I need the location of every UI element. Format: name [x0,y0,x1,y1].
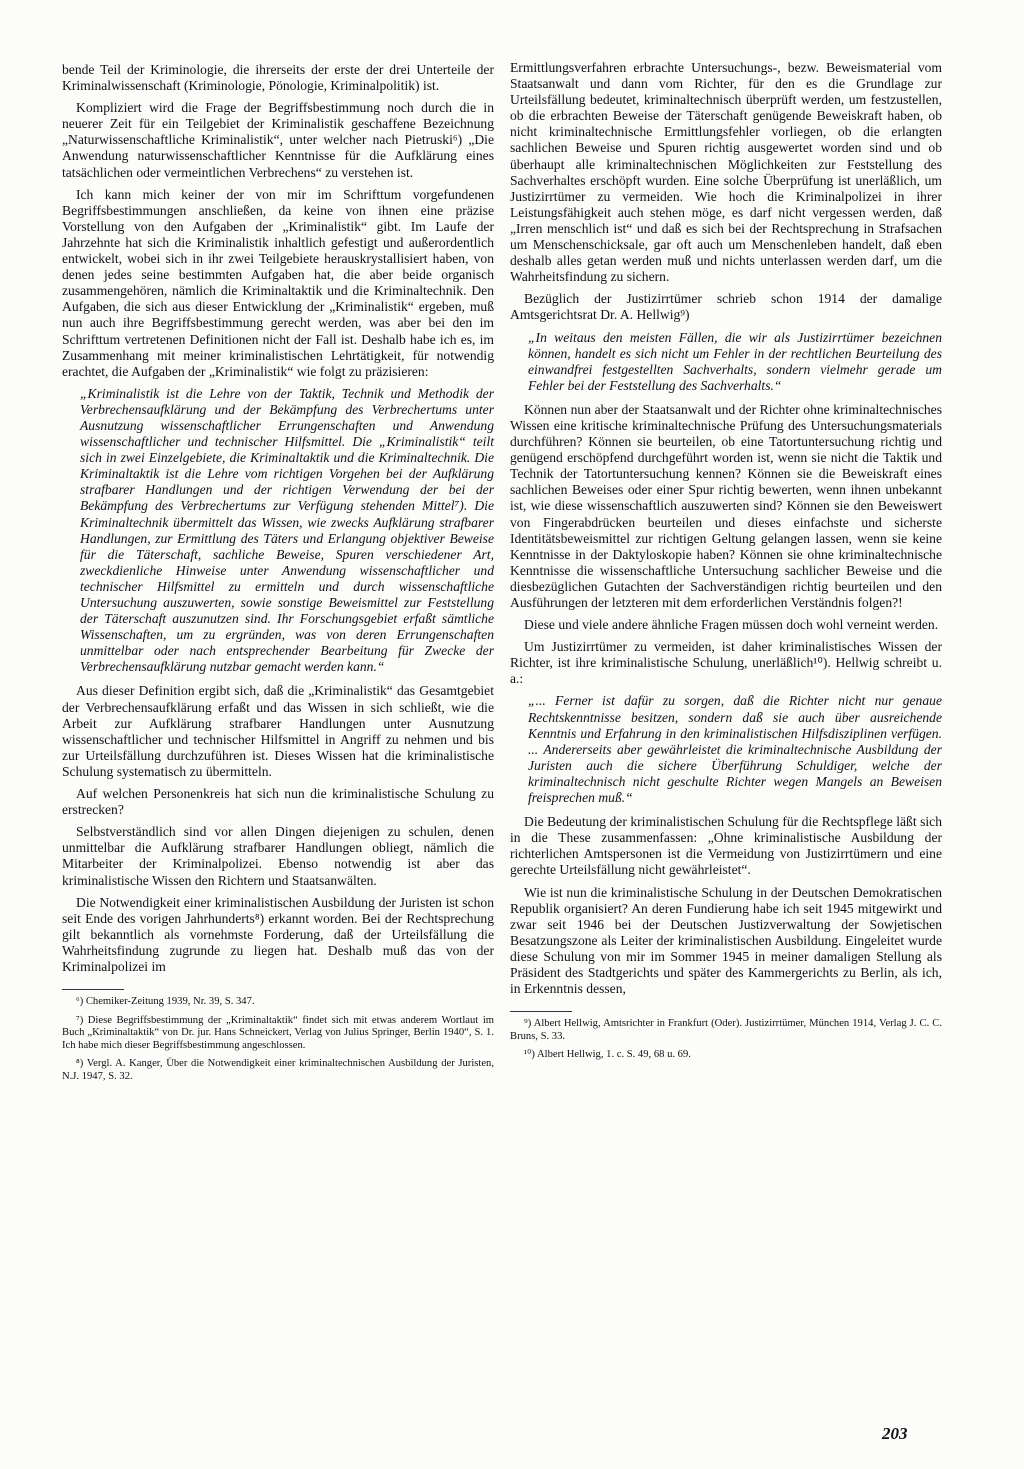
paragraph: Diese und viele andere ähnliche Fragen müssen doch wohl verneint werden. [524,617,939,633]
page-number: 203 [882,1424,908,1443]
paragraph: Bezüglich der Justizirrtümer schrieb schon 1914 der damalige Amtsgerichtsrat Dr. A. Hellwig⁹) [510,291,942,323]
paragraph: Die Bedeutung der kriminalistischen Schulung für die Rechtspflege läßt sich in die These zusammenfassen: „Ohne kriminalistische Ausbildung der richterlichen Amtspersonen ist die Vermeidung von Justizirrtümern und eine gerechte Urteilsfällung nicht gewährleistet“. [510,814,942,878]
right-column [510,60,942,1068]
left-column [62,62,494,1090]
footnote-9: ⁹) Albert Hellwig, Amtsrichter in Frankfurt (Oder). Justizirrtümer, München 1914, Verlag J. C. C. Bruns, S. 33. [510,1018,942,1042]
paragraph: Können nun aber der Staatsanwalt und der Richter ohne kriminaltechnisches Wissen eine kritische kriminaltechnische Prüfung des Untersuchungsmaterials durchführen? Können sie beurteilen, ob eine Tatortuntersuchung richtig und genügend erschöpfend durchgeführt worden ist, wenn sie nicht die Taktik und Technik der Tatortuntersuchung kennen? Können sie die Beweiskraft eines sachlichen Beweises oder einer Spur richtig bewerten, wenn ihnen unbekannt ist, wie diese wissenschaftlich auszuwerten sind? Können sie den Beweiswert von Fingerabdrücken beurteilen und dieses einfachste und sicherste Identitätsbeweismittel zur richtigen Geltung gelangen lassen, wenn sie keine Kenntnisse in der Daktyloskopie haben? Können sie ohne kriminaltechnische Kenntnisse die wissenschaftliche Untersuchung sachlicher Beweise und die diesbezüglichen Gutachten der Sachverständigen richtig beurteilen und den Ausführungen der letzteren mit dem erforderlichen Verständnis folgen?! [510,401,942,610]
paragraph: Ermittlungsverfahren erbrachte Untersuchungs-, bezw. Beweismaterial vom Staatsanwalt und dann vom Richter, für den es die Grundlage zur Urteilsfällung bedeutet, kriminaltechnisch überprüft werden, um festzustellen, ob die erbrachten Beweise der Täterschaft genügende Beweiskraft haben, ob nicht kriminaltechnische Ermittlungsfehler vorliegen, ob die erlangten sachlichen Beweise und Spuren richtig ausgewertet worden sind und ob überhaupt alle kriminaltechnischen Möglichkeiten zur Feststellung des Sachverhaltes erschöpft wurden. Eine solche Überprüfung ist unerläßlich, um Justizirrtümer zu vermeiden. Wie hoch die Kriminalpolizei in ihrer Leistungsfähigkeit auch stehen möge, es darf nicht vergessen werden, daß „Irren menschlich ist“ und daß es sich bei der Rechtsprechung in Strafsachen um Menschenschicksale, gar oft auch um Menschenleben handelt, daß eben deshalb alles getan werden muß und nichts unterlassen werden darf, um die Wahrheitsfindung zu sichern. [510,60,942,285]
paragraph: Um Justizirrtümer zu vermeiden, ist daher kriminalistisches Wissen der Richter, ist ihre kriminalistische Schulung, unerläßlich¹⁰). Hellwig schreibt u. a.: [510,639,942,687]
footnote-6: ⁶) Chemiker-Zeitung 1939, Nr. 39, S. 347. [76,996,255,1008]
paragraph: Selbstverständlich sind vor allen Dingen diejenigen zu schulen, denen unmittelbar die Aufklärung strafbarer Handlungen obliegt, nämlich die Mitarbeiter der Kriminalpolizei. Ebenso notwendig ist aber das kriminalistische Wissen den Richtern und Staatsanwälten. [62,824,494,888]
paragraph: Die Notwendigkeit einer kriminalistischen Ausbildung der Juristen ist schon seit Ende des vorigen Jahrhunderts⁸) erkannt worden. Bei der Rechtsprechung gilt bekanntlich als vornehmste Forderung, daß der Urteilsfällung die Wahrheitsfindung zugrunde zu liegen hat. Deshalb muß das von der Kriminalpolizei im [62,894,494,974]
paragraph: Auf welchen Personenkreis hat sich nun die kriminalistische Schulung zu erstrecken? [62,786,494,818]
definition-quote: „Kriminalistik ist die Lehre von der Taktik, Technik und Methodik der Verbrechensaufklärung und der Bekämpfung des Verbrechertums unter Ausnutzung wissenschaftlicher Errungenschaften und Anwendung wissenschaftlicher und technischer Hilfsmittel. Die „Kriminalistik“ teilt sich in zwei Einzelgebiete, die Kriminaltaktik und die Kriminaltechnik. Die Kriminaltaktik ist die Lehre vom richtigen Vorgehen bei der Aufklärung strafbarer Handlungen und der richtigen Verwendung der bei der Bekämpfung des Verbrechertums zur Verfügung stehenden Mittel⁷). Die Kriminaltechnik übermittelt das Wissen, wie zwecks Aufklärung strafbarer Handlungen, zur Ermittlung des Täters und Erlangung objektiver Beweise für die Täterschaft, sachliche Beweise, Spuren verschiedener Art, zweckdienliche Hinweise unter Anwendung wissenschaftlicher und technischer Hilfsmittel zu ermitteln und durch wissenschaftliche Untersuchung auszuwerten, sowie sonstige Beweismittel zur Feststellung der Täterschaft auszunutzen sind. Ihr Forschungsgebiet erfaßt sämtliche Wissenschaften, um zu ergründen, was von deren Errungenschaften unmittelbar oder nach entsprechender Bearbeitung für Zwecke der Verbrechensaufklärung nutzbar gemacht werden kann.“ [80,385,494,675]
paragraph: Wie ist nun die kriminalistische Schulung in der Deutschen Demokratischen Republik organisiert? An deren Fundierung habe ich seit 1945 mitgewirkt und zwar seit 1946 bei der Deutschen Justizverwaltung der Sowjetischen Besatzungszone als Leiter der kriminalistischen Ausbildung. Eingeleitet wurde diese Schulung von mir im Sommer 1945 in meiner damaligen Stellung als Präsident des Stadtgerichts und später des Kammergerichts zu Berlin, als ich, in Erkenntnis dessen, [510,884,942,997]
paragraph: Aus dieser Definition ergibt sich, daß die „Kriminalistik“ das Gesamtgebiet der Verbrechensaufklärung erfaßt und das Wissen in sich schließt, wie die Arbeit zur Aufklärung strafbarer Handlungen unter Ausnutzung wissenschaftlicher und technischer Hilfsmittel in Angriff zu nehmen und bis zur Urteilsfällung durchzuführen ist. Dieses Wissen hat die kriminalistische Schulung systematisch zu übermitteln. [62,683,494,779]
hellwig-quote: „In weitaus den meisten Fällen, die wir als Justizirrtümer bezeichnen können, handelt es sich nicht um Fehler in der rechtlichen Beurteilung des einwandfrei festgestellten Sachverhalts, sondern vielmehr gerade um Fehler bei der Feststellung des Sachverhalts.“ [528,329,942,393]
hellwig-quote: „... Ferner ist dafür zu sorgen, daß die Richter nicht nur genaue Rechtskenntnisse besitzen, sondern daß sie auch über ausreichende Kenntnis und Erfahrung in den kriminalistischen Hilfsdisziplinen verfügen. ... Andererseits aber gewährleistet die kriminaltechnische Ausbildung der Juristen auch die sichere Überführung Schuldiger, welche der kriminaltechnisch nicht geschulte Richter wegen Mangels an Beweisen freisprechen muß.“ [528,693,942,806]
footnote-8: ⁸) Vergl. A. Kanger, Über die Notwendigkeit einer kriminaltechnischen Ausbildung der Juristen, N.J. 1947, S. 32. [62,1058,494,1083]
paragraph: Ich kann mich keiner der von mir im Schrifttum vorgefundenen Begriffsbestimmungen anschließen, da keine von ihnen eine präzise Vorstellung von den Aufgaben der „Kriminalistik“ gibt. Im Laufe der Jahrzehnte hat sich die Kriminalistik inhaltlich gefestigt und außerordentlich entwickelt, wobei sich in ihr zwei Teilgebiete herauskrystallisiert haben, von denen jedes seine bestimmten Aufgaben hat, die aber beide organisch zusammengehören, nämlich die Kriminaltaktik und die Kriminaltechnik. Den Aufgaben, die sich aus dieser Entwicklung der „Kriminalistik“ ergeben, muß nun auch ihre Begriffsbestimmung gerecht werden, was aber bei den im Schrifttum vertretenen Definitionen nicht der Fall ist. Deshalb habe ich es, im Zusammenhang mit meiner kriminalistischen Lehrtätigkeit, für notwendig erachtet, die Aufgaben der „Kriminalistik“ wie folgt zu präzisieren: [62,186,494,379]
footnote-7: ⁷) Diese Begriffsbestimmung der „Kriminaltaktik“ findet sich mit etwas anderem Wortlaut im Buch „Kriminaltaktik“ von Dr. jur. Hans Schneickert, Verlag von Julius Springer, Berlin 1940“, S. 1. Ich habe mich dieser Begriffsbestimmung angeschlossen. [62,1014,494,1051]
footnote-divider [510,1011,572,1012]
paragraph: Kompliziert wird die Frage der Begriffsbestimmung noch durch die in neuerer Zeit für ein Teilgebiet der Kriminalistik geschaffene Bezeichnung „Naturwissenschaftliche Kriminalistik“, unter welcher nach Pietruski⁶) „Die Anwendung naturwissenschaftlicher Kenntnisse für die Aufklärung eines tatsächlichen oder vermeintlichen Verbrechens“ zu verstehen ist. [62,100,494,180]
footnote-10: ¹⁰) Albert Hellwig, 1. c. S. 49, 68 u. 69. [524,1049,691,1061]
footnote-divider [62,989,124,990]
paragraph: bende Teil der Kriminologie, die ihrerseits der erste der drei Unterteile der Kriminalwissenschaft (Kriminologie, Pönologie, Kriminalpolitik) ist. [62,62,494,94]
